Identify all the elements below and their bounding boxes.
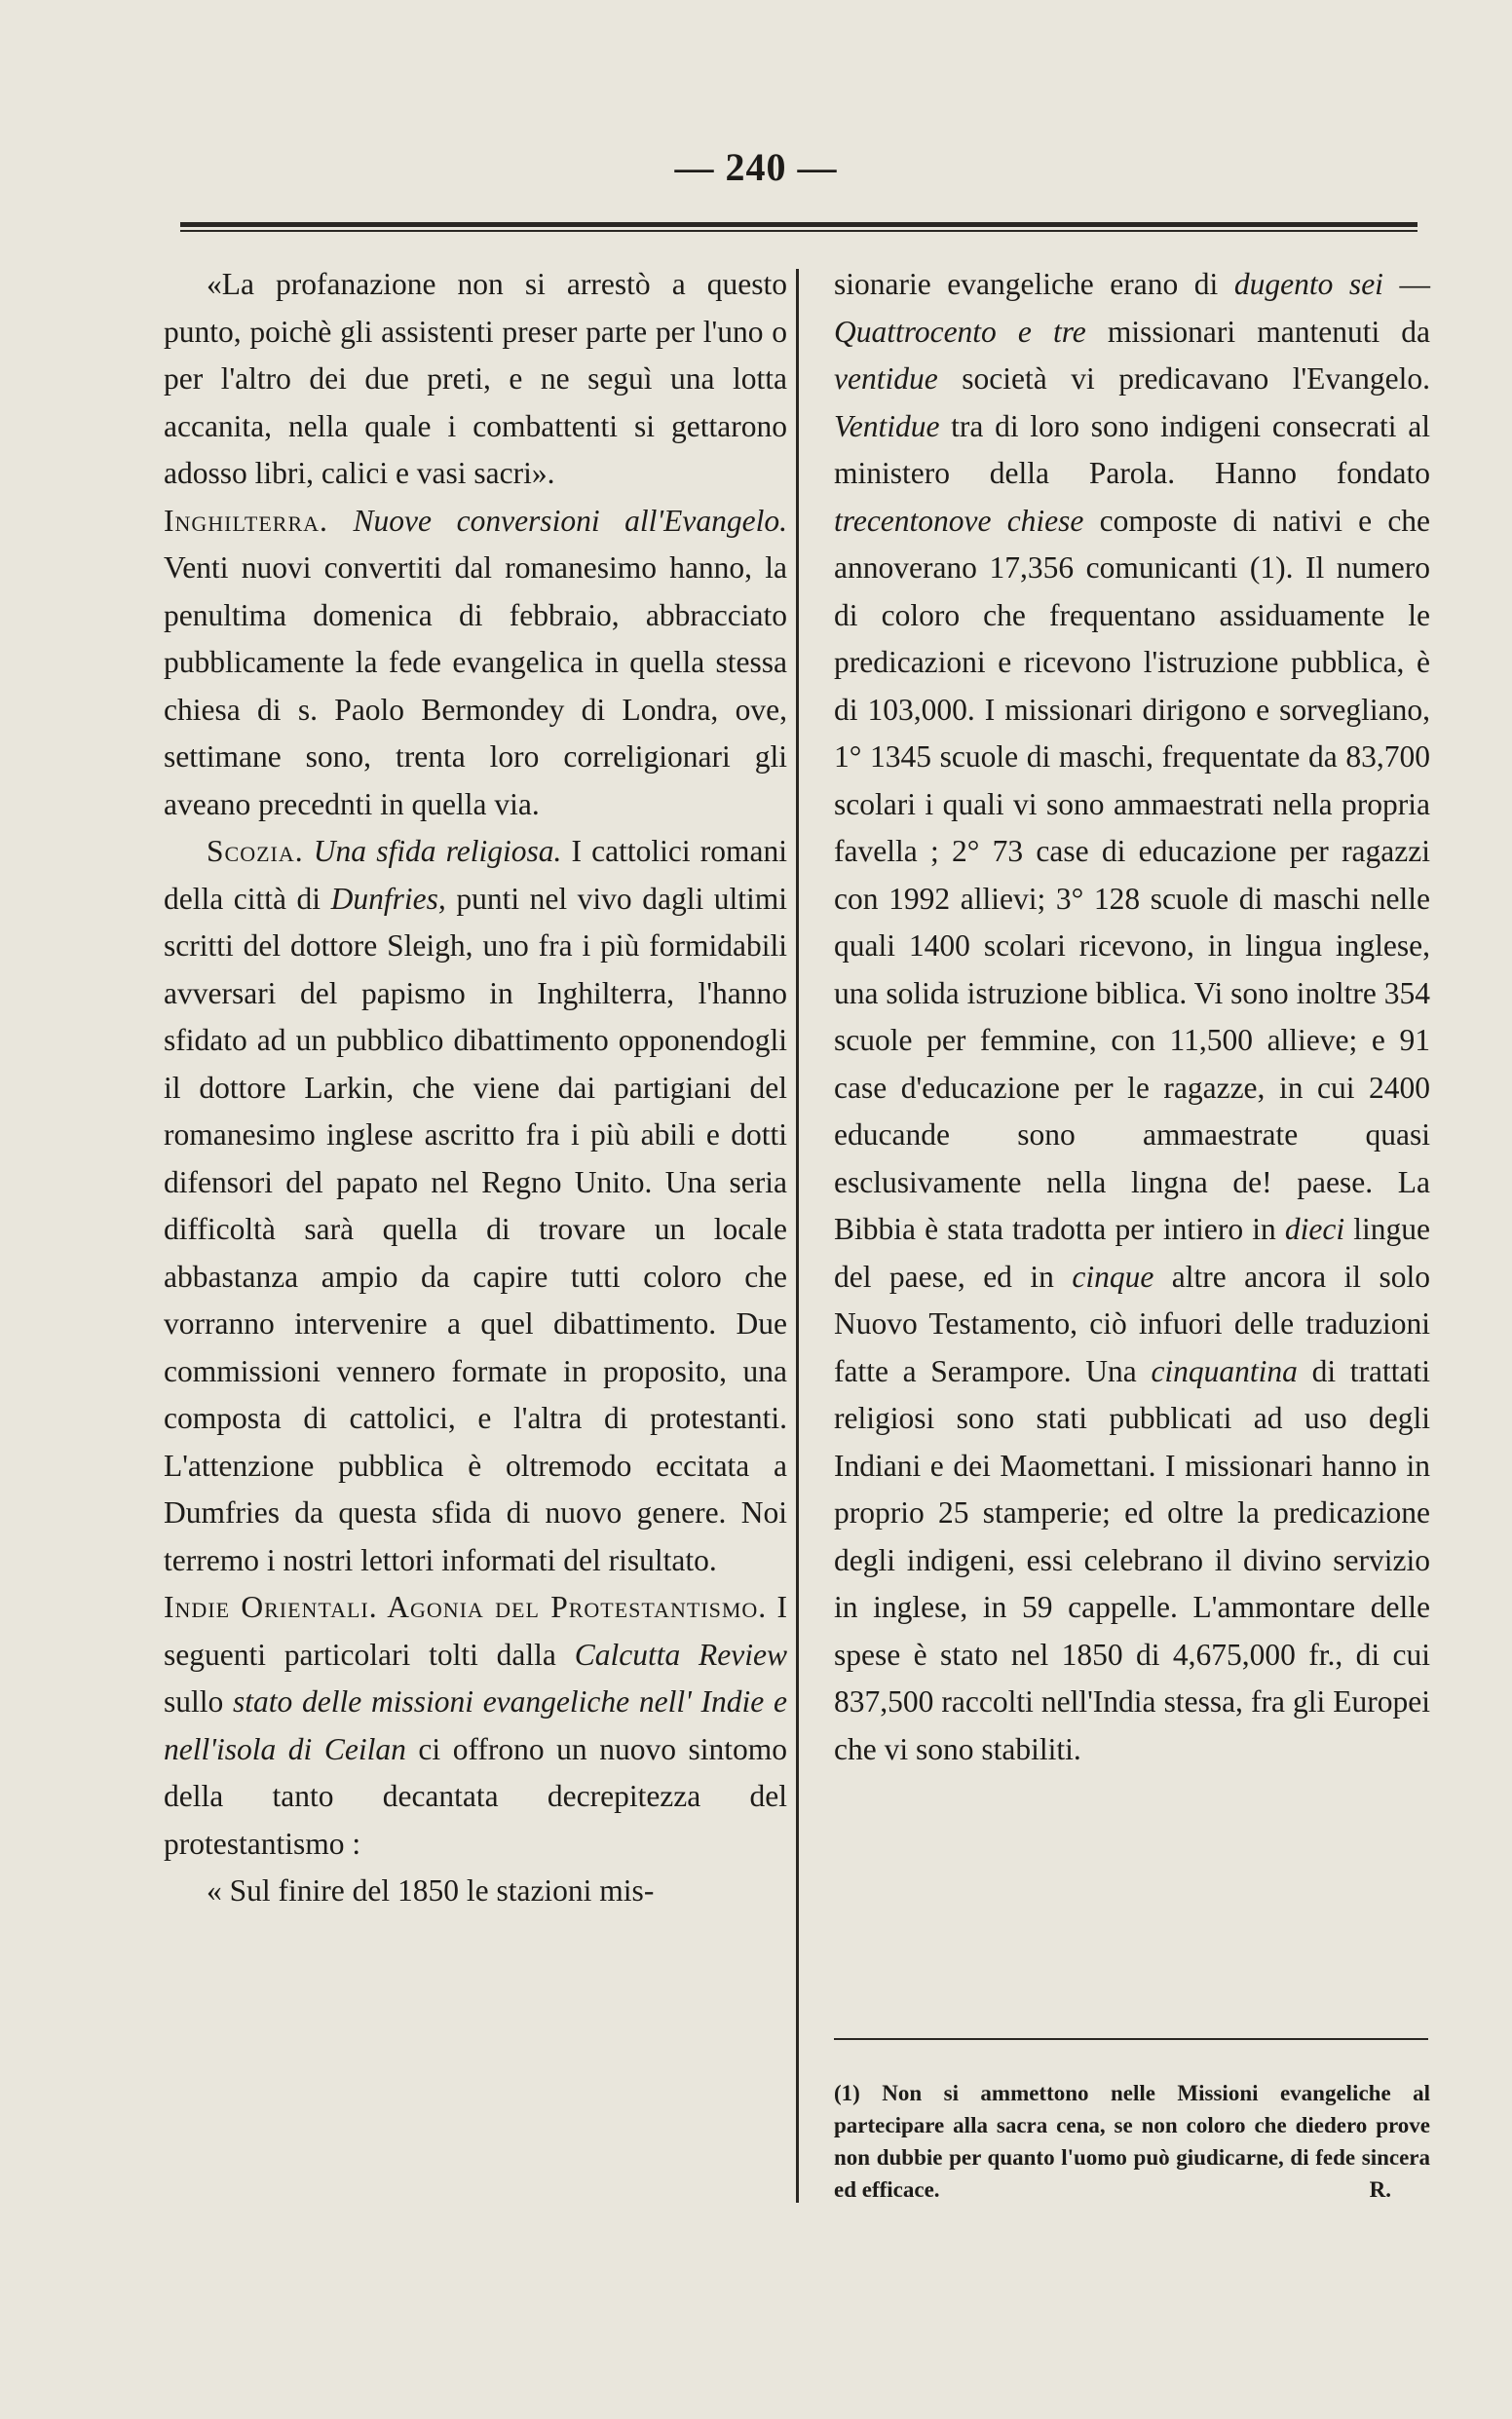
paragraph-indie — [164, 1584, 787, 1868]
footnote-signature: R. — [1369, 2177, 1391, 2202]
emphasis-run: Ventidue — [834, 408, 940, 443]
section-body-scozia-a: I cattolici romani della città di — [164, 834, 788, 916]
text-run: tra di loro sono indigeni consecrati al ministero della Parola. Hanno fondato — [834, 408, 1430, 490]
text-run: lingue del paese, ed in — [834, 1212, 1431, 1294]
page-number: — 240 — — [674, 145, 838, 189]
emphasis-run: dugento sei — [1233, 267, 1383, 301]
emphasis-run: cinque — [1072, 1259, 1154, 1294]
section-body-indie-a: I seguenti particolari tolti dalla — [164, 1590, 787, 1672]
footnote-text: (1) Non si ammettono nelle Missioni evangeliche al partecipare alla sacra cena, se non coloro che diedero prove non dubbie per quanto l'uomo può giudicarne, di fede sincera ed efficace. — [834, 2081, 1430, 2202]
section-title-inghilterra: Nuove conversioni all'Evangelo. — [353, 503, 788, 538]
section-heading-indie: Indie Orientali. Agonia del Protestantismo. — [164, 1590, 768, 1624]
footnote — [834, 2077, 1430, 2206]
publication-name: Calcutta Review — [574, 1637, 787, 1672]
column-divider — [796, 269, 799, 2203]
section-body-inghilterra: Venti nuovi convertiti dal romanesimo hanno, la penultima domenica di febbraio, abbracciato pubblicamente la fede evangelica in quella stessa chiesa di s. Paolo Bermondey di Londra, ove, settimane sono, trenta loro correligionari gli aveano precednti in quella via. — [164, 550, 787, 821]
left-column — [164, 261, 787, 1915]
right-column — [834, 261, 1430, 1773]
section-body-indie-b: sullo — [164, 1684, 224, 1719]
section-heading-scozia: Scozia. — [207, 834, 304, 868]
text-run: società vi predicavano l'Evangelo. — [962, 361, 1430, 396]
footnote-rule — [834, 2038, 1428, 2040]
text-run: altre ancora il solo Nuovo Testamento, ciò infuori delle traduzioni fatte a Serampore. Una — [834, 1259, 1431, 1388]
paragraph-quote-end: «La profanazione non si arrestò a questo punto, poichè gli assistenti preser parte per l'uno o per l'altro dei due preti, e ne seguì una lotta accanita, nella quale i combattenti si gettarono adosso libri, calici e vasi sacri». — [164, 267, 787, 490]
text-run: missionari mantenuti da — [1107, 314, 1431, 349]
text-run: — — [1399, 267, 1431, 301]
text-run: sionarie evangeliche erano di — [834, 267, 1219, 301]
emphasis-run: cinquantina — [1151, 1353, 1298, 1388]
paragraph-missions — [834, 261, 1430, 1773]
place-name: Dunfries, — [330, 881, 446, 916]
section-body-scozia-b: punti nel vivo dagli ultimi scritti del dottore Sleigh, uno fra i più formidabili avversari del papismo in Inghilterra, l'hanno sfidato ad un pubblico dibattimento opponendogli il dottore Larkin, che viene dai partigiani del romanesimo inglese ascritto fra i più abili e dotti difensori del papato nel Regno Unito. Una seria difficoltà sarà quella di trovare un locale abbastanza ampio da capire tutti coloro che vorranno intervenire a quel dibattimento. Due commissioni vennero formate in proposito, una composta di cattolici, e l'altra di protestanti. L'attenzione pubblica è oltremodo eccitata a Dumfries da questa sfida di nuovo genere. Noi terremo i nostri lettori informati del risultato. — [164, 881, 788, 1577]
text-run: composte di nativi e che annoverano 17,356 comunicanti (1). Il numero di coloro che frequentano assiduamente le predicazioni e ricevono l'istruzione pubblica, è di 103,000. I missionari dirigono e sorvegliano, 1° 1345 scuole di maschi, frequentate da 83,700 scolari i quali vi sono ammaestrati nella propria favella ; 2° 73 case di educazione per ragazzi con 1992 allievi; 3° 128 scuole di maschi nelle quali 1400 scolari ricevono, in lingua inglese, una solida istruzione biblica. Vi sono inoltre 354 scuole per femmine, con 11,500 allieve; e 91 case d'educazione per le ragazze, in cui 2400 educande sono ammaestrate quasi esclusivamente nella lingna de! paese. La Bibbia è stata tradotta per intiero in — [834, 503, 1431, 1246]
section-heading-inghilterra: Inghilterra. — [164, 503, 328, 538]
paragraph-inghilterra — [164, 498, 787, 829]
article-topic: stato delle missioni evangeliche nell' Indie e nell'isola di Ceilan — [164, 1684, 787, 1766]
paragraph-scozia — [164, 828, 787, 1584]
section-title-scozia: Una sfida religiosa. — [313, 834, 562, 868]
emphasis-run: trecentonove chiese — [834, 503, 1084, 538]
paragraph-quote-start: « Sul finire del 1850 le stazioni mis- — [207, 1873, 655, 1908]
header-rule — [180, 222, 1418, 232]
emphasis-run: Quattrocento e tre — [834, 314, 1086, 349]
emphasis-run: dieci — [1284, 1212, 1345, 1246]
section-body-indie-c: ci offrono un nuovo sintomo della tanto decantata decrepitezza del protestantismo : — [164, 1731, 788, 1861]
emphasis-run: ventidue — [834, 361, 938, 396]
text-run: di trattati religiosi sono stati pubblicati ad uso degli Indiani e dei Maomettani. I missionari hanno in proprio 25 stamperie; ed oltre la predicazione degli indigeni, essi celebrano il divino servizio in inglese, in 59 cappelle. L'ammontare delle spese è stato nel 1850 di 4,675,000 fr., di cui 837,500 raccolti nell'India stessa, fra gli Europei che vi sono stabiliti. — [834, 1353, 1430, 1766]
